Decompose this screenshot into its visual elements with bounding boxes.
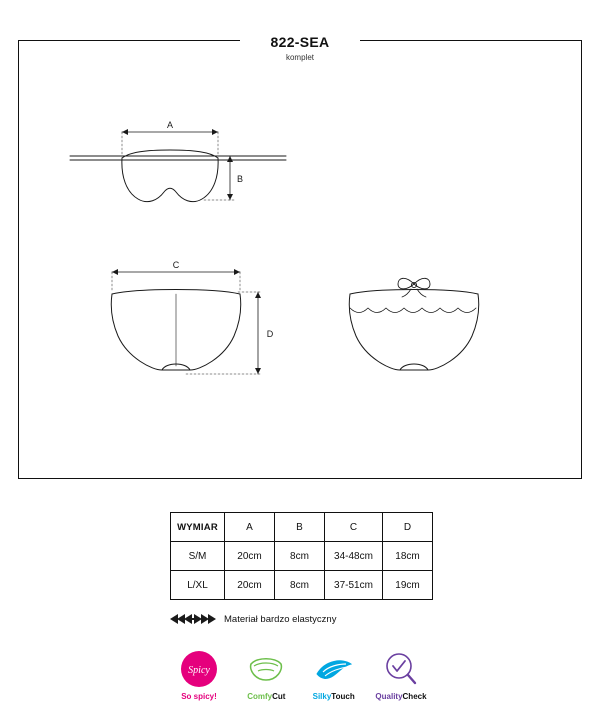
technical-drawings (18, 40, 582, 479)
dimension-label-d: D (266, 329, 274, 339)
feature-badges (170, 648, 430, 702)
table-header-dimension: WYMIAR (171, 513, 225, 542)
table-cell-a: 20cm (225, 542, 275, 571)
badge-caption-line1: Silky (312, 692, 332, 701)
badge-caption (305, 692, 363, 702)
double-arrow-icon (170, 613, 216, 625)
table-cell-d: 18cm (383, 542, 433, 571)
table-cell-a: 20cm (225, 571, 275, 600)
table-cell-size: L/XL (171, 571, 225, 600)
table-header-b: B (275, 513, 325, 542)
dimension-label-b: B (236, 174, 244, 184)
table-cell-b: 8cm (275, 571, 325, 600)
elastic-note-text: Materiał bardzo elastyczny (224, 613, 337, 625)
dimension-label-a: A (166, 120, 174, 130)
dimension-label-c: C (172, 260, 180, 270)
table-row (171, 571, 433, 600)
badge-caption-line1: Comfy (247, 692, 273, 701)
table-cell-d: 19cm (383, 571, 433, 600)
table-header-row (171, 513, 433, 542)
badge-caption-line2: Touch (331, 692, 355, 701)
svg-text:Spicy: Spicy (188, 665, 210, 676)
spicy-flame-icon (170, 648, 228, 690)
page-subtitle: komplet (285, 53, 314, 62)
badge-comfy-cut (237, 648, 295, 702)
badge-caption-line2: Cut (272, 692, 286, 701)
badge-caption-line1: Quality (375, 692, 403, 701)
quality-check-icon (372, 648, 430, 690)
table-cell-c: 37-51cm (325, 571, 383, 600)
table-header-a: A (225, 513, 275, 542)
size-table (170, 512, 433, 600)
table-row (171, 542, 433, 571)
badge-caption (237, 692, 295, 702)
badge-caption-line2: Check (402, 692, 427, 701)
table-cell-c: 34-48cm (325, 542, 383, 571)
table-header-d: D (383, 513, 433, 542)
badge-quality-check (372, 648, 430, 702)
elastic-material-note (170, 610, 500, 628)
page-title: 822-SEA (270, 34, 330, 50)
comfy-cut-icon (237, 648, 295, 690)
badge-caption (372, 692, 430, 702)
table-cell-b: 8cm (275, 542, 325, 571)
table-cell-size: S/M (171, 542, 225, 571)
silky-touch-icon (305, 648, 363, 690)
badge-so-spicy (170, 648, 228, 702)
table-header-c: C (325, 513, 383, 542)
badge-caption: So spicy! (181, 692, 217, 701)
badge-silky-touch (305, 648, 363, 702)
